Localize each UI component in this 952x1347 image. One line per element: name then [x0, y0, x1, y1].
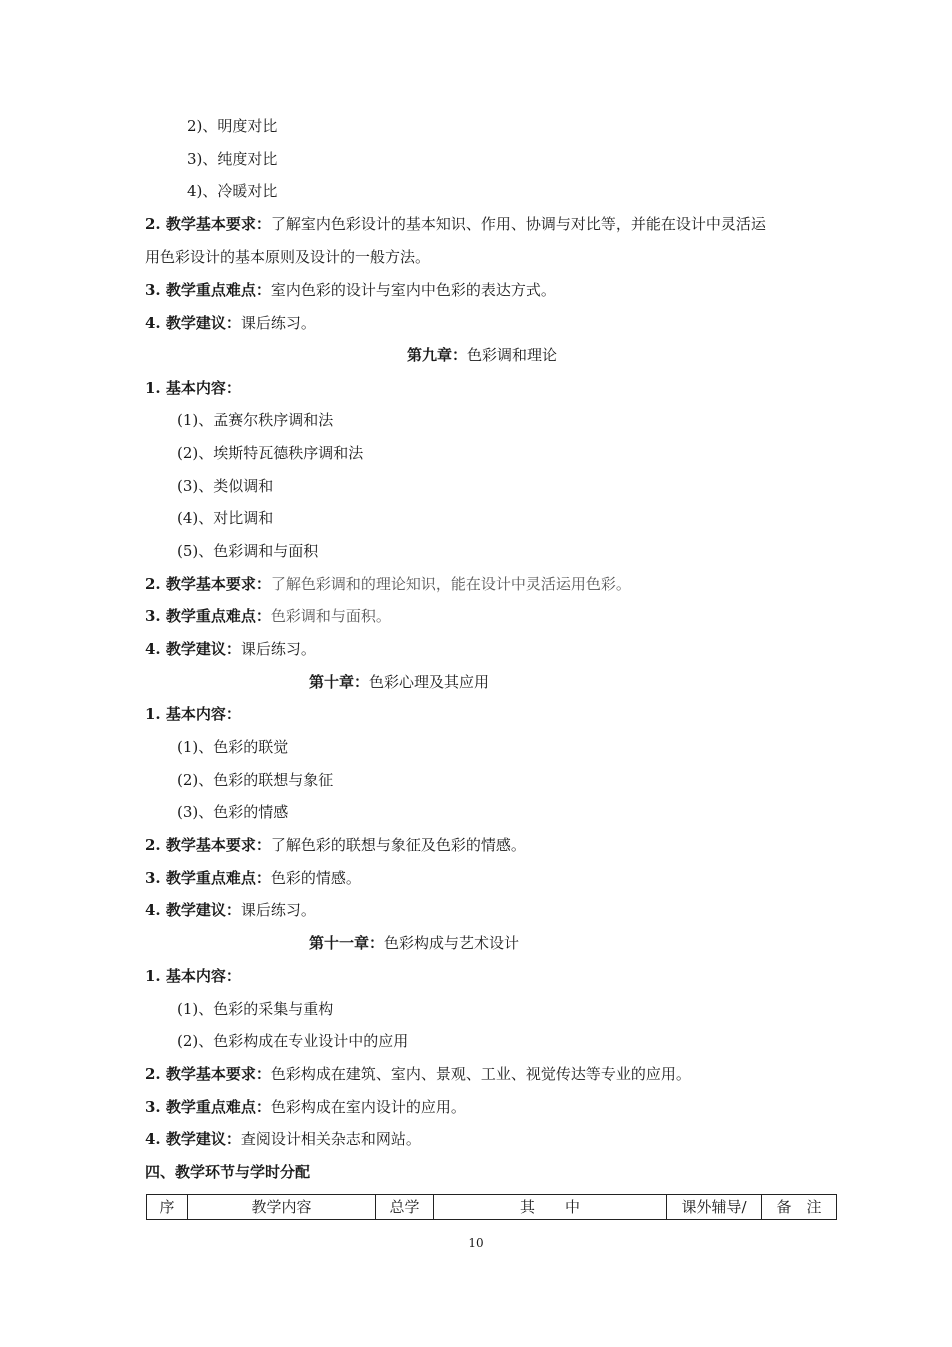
key-points-line: [145, 606, 391, 626]
column-header: 备 注: [762, 1195, 837, 1220]
column-header: 课外辅导/: [667, 1195, 762, 1220]
requirements-line: [145, 1064, 691, 1084]
list-item: (1)、色彩的联觉: [177, 738, 289, 756]
suggestion-line: [145, 900, 316, 920]
column-header: 序: [147, 1195, 188, 1220]
suggestion-line: [145, 639, 316, 659]
key-points-label: 3. 教学重点难点：: [145, 1098, 271, 1116]
suggestion-label: 4. 教学建议：: [145, 1130, 241, 1148]
suggestion-label: 4. 教学建议：: [145, 314, 241, 332]
requirements-line-continued: 用色彩设计的基本原则及设计的一般方法。: [145, 248, 431, 266]
schedule-table-header: [146, 1194, 837, 1220]
chapter-title-text: 色彩构成与艺术设计: [384, 934, 520, 952]
key-points-text: 室内色彩的设计与室内中色彩的表达方式。: [270, 281, 556, 299]
suggestion-label: 4. 教学建议：: [145, 640, 241, 658]
requirements-label: 2. 教学基本要求：: [145, 575, 271, 593]
list-item: 4)、冷暖对比: [187, 182, 278, 200]
key-points-line: [145, 868, 361, 888]
list-item: 2)、明度对比: [187, 117, 278, 135]
requirements-label: 2. 教学基本要求：: [145, 836, 271, 854]
chapter-9-title: [407, 345, 557, 365]
requirements-text: 色彩构成在建筑、室内、景观、工业、视觉传达等专业的应用。: [270, 1065, 691, 1083]
requirements-text: 了解室内色彩设计的基本知识、作用、协调与对比等，并能在设计中灵活运: [270, 215, 766, 233]
content-label: 1. 基本内容：: [145, 379, 241, 397]
key-points-label: 3. 教学重点难点：: [145, 869, 271, 887]
chapter-title-label: 第九章：: [407, 346, 468, 364]
requirements-text: 了解色彩的联想与象征及色彩的情感。: [270, 836, 526, 854]
key-points-text: 色彩调和与面积。: [270, 607, 391, 625]
list-item: (2)、埃斯特瓦德秩序调和法: [177, 444, 364, 462]
list-item: (3)、类似调和: [177, 477, 274, 495]
list-item: (2)、色彩的联想与象征: [177, 771, 334, 789]
list-item: (1)、色彩的采集与重构: [177, 1000, 334, 1018]
section-heading: 四、教学环节与学时分配: [145, 1163, 311, 1181]
table-header-row: [147, 1195, 837, 1220]
chapter-title-text: 色彩心理及其应用: [369, 673, 490, 691]
list-item: (3)、色彩的情感: [177, 803, 289, 821]
list-item: 3)、纯度对比: [187, 150, 278, 168]
content-label: 1. 基本内容：: [145, 705, 241, 723]
list-item: (1)、孟赛尔秩序调和法: [177, 411, 334, 429]
key-points-label: 3. 教学重点难点：: [145, 607, 271, 625]
column-header: 总学: [376, 1195, 434, 1220]
key-points-line: [145, 280, 556, 300]
suggestion-text: 课后练习。: [240, 314, 316, 332]
requirements-line: [145, 214, 766, 234]
chapter-10-title: [309, 672, 489, 692]
column-header: 教学内容: [188, 1195, 376, 1220]
requirements-line: [145, 835, 526, 855]
page-number: 10: [468, 1236, 484, 1250]
chapter-title-label: 第十章：: [309, 673, 370, 691]
suggestion-text: 查阅设计相关杂志和网站。: [240, 1130, 421, 1148]
key-points-label: 3. 教学重点难点：: [145, 281, 271, 299]
chapter-title-label: 第十一章：: [309, 934, 385, 952]
suggestion-line: [145, 313, 316, 333]
key-points-text: 色彩的情感。: [270, 869, 361, 887]
suggestion-line: [145, 1129, 421, 1149]
requirements-line: [145, 574, 631, 594]
requirements-label: 2. 教学基本要求：: [145, 215, 271, 233]
chapter-11-title: [309, 933, 519, 953]
requirements-label: 2. 教学基本要求：: [145, 1065, 271, 1083]
suggestion-text: 课后练习。: [240, 640, 316, 658]
suggestion-label: 4. 教学建议：: [145, 901, 241, 919]
column-header: 其 中: [434, 1195, 667, 1220]
content-label: 1. 基本内容：: [145, 967, 241, 985]
key-points-text: 色彩构成在室内设计的应用。: [270, 1098, 466, 1116]
list-item: (2)、色彩构成在专业设计中的应用: [177, 1032, 409, 1050]
requirements-text: 了解色彩调和的理论知识，能在设计中灵活运用色彩。: [270, 575, 631, 593]
list-item: (4)、对比调和: [177, 509, 274, 527]
chapter-title-text: 色彩调和理论: [467, 346, 558, 364]
suggestion-text: 课后练习。: [240, 901, 316, 919]
key-points-line: [145, 1097, 466, 1117]
list-item: (5)、色彩调和与面积: [177, 542, 319, 560]
